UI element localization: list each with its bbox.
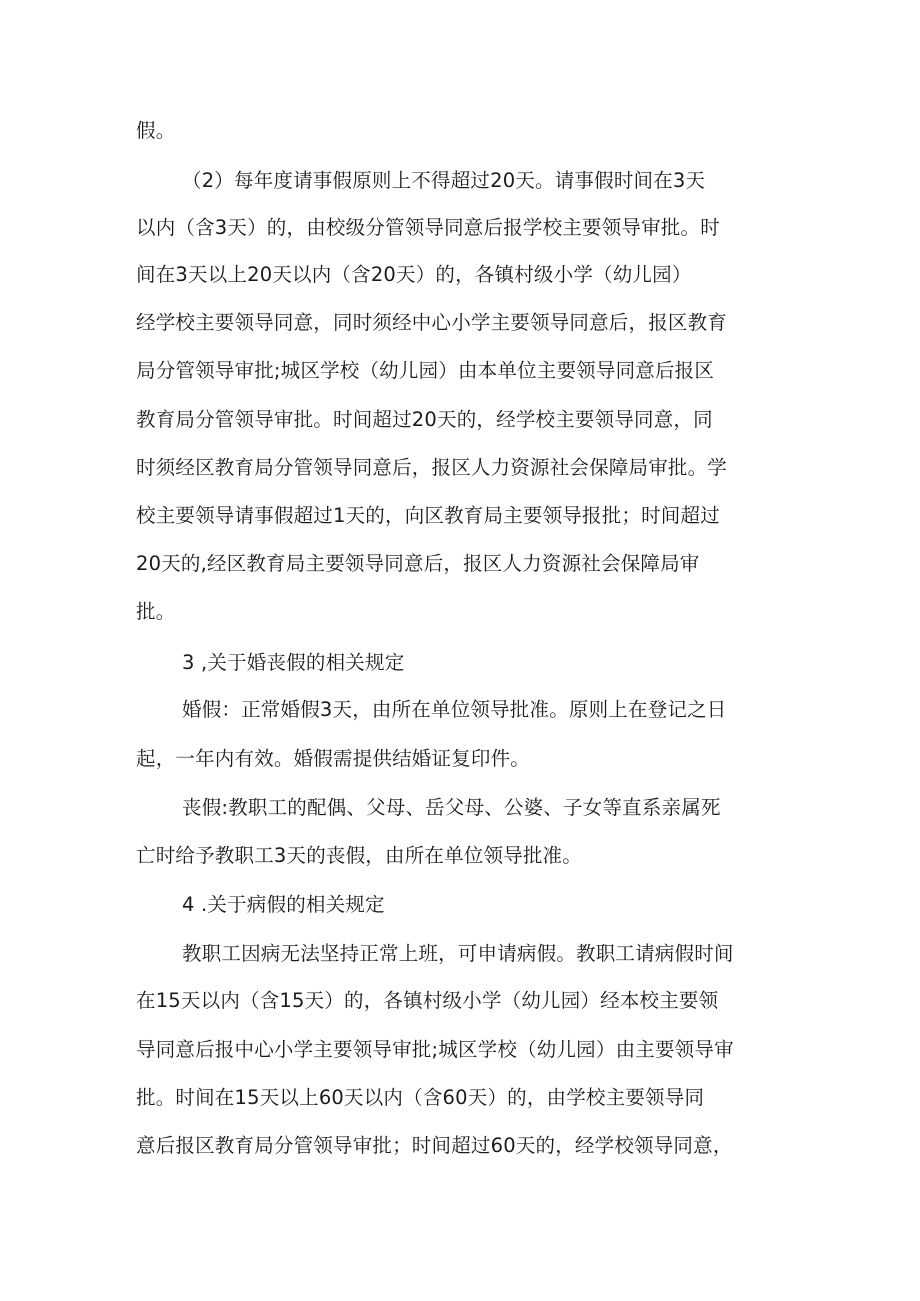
paragraph-line: 婚假：正常婚假3天，由所在单位领导批准。原则上在登记之日 <box>182 698 727 721</box>
paragraph-line: 批。 <box>136 600 176 623</box>
paragraph-line: 起，一年内有效。婚假需提供结婚证复印件。 <box>136 747 531 770</box>
section-heading: 3 ,关于婚丧假的相关规定 <box>182 651 405 674</box>
paragraph-line: 以内（含3天）的，由校级分管领导同意后报学校主要领导审批。时 <box>136 216 720 239</box>
paragraph-line: 在15天以内（含15天）的，各镇村级小学（幼儿园）经本校主要领 <box>136 989 719 1012</box>
paragraph-line: 教职工因病无法坚持正常上班，可申请病假。教职工请病假时间 <box>182 942 734 965</box>
paragraph-line: 意后报区教育局分管领导审批；时间超过60天的，经学校领导同意， <box>136 1134 733 1157</box>
paragraph-line: 校主要领导请事假超过1天的，向区教育局主要领导报批；时间超过 <box>136 504 720 527</box>
paragraph-line: 间在3天以上20天以内（含20天）的，各镇村级小学（幼儿园） <box>136 263 692 286</box>
paragraph-line: 20天的,经区教育局主要领导同意后，报区人力资源社会保障局审 <box>136 552 700 575</box>
paragraph-line: 导同意后报中心小学主要领导审批;城区学校（幼儿园）由主要领导审 <box>136 1038 734 1061</box>
paragraph-line: 经学校主要领导同意，同时须经中心小学主要领导同意后，报区教育 <box>136 311 728 334</box>
paragraph-line: 丧假:教职工的配偶、父母、岳父母、公婆、子女等直系亲属死 <box>182 796 721 819</box>
paragraph-line: 局分管领导审批;城区学校（幼儿园）由本单位主要领导同意后报区 <box>136 359 715 382</box>
paragraph-line: （2）每年度请事假原则上不得超过20天。请事假时间在3天 <box>182 169 706 192</box>
paragraph-line: 时须经区教育局分管领导同意后，报区人力资源社会保障局审批。学 <box>136 456 728 479</box>
paragraph-line: 假。 <box>136 119 176 142</box>
section-heading: 4 .关于病假的相关规定 <box>182 893 385 916</box>
paragraph-line: 亡时给予教职工3天的丧假，由所在单位领导批准。 <box>136 844 583 867</box>
paragraph-line: 教育局分管领导审批。时间超过20天的，经学校主要领导同意，同 <box>136 408 713 431</box>
paragraph-line: 批。时间在15天以上60天以内（含60天）的，由学校主要领导同 <box>136 1086 705 1109</box>
